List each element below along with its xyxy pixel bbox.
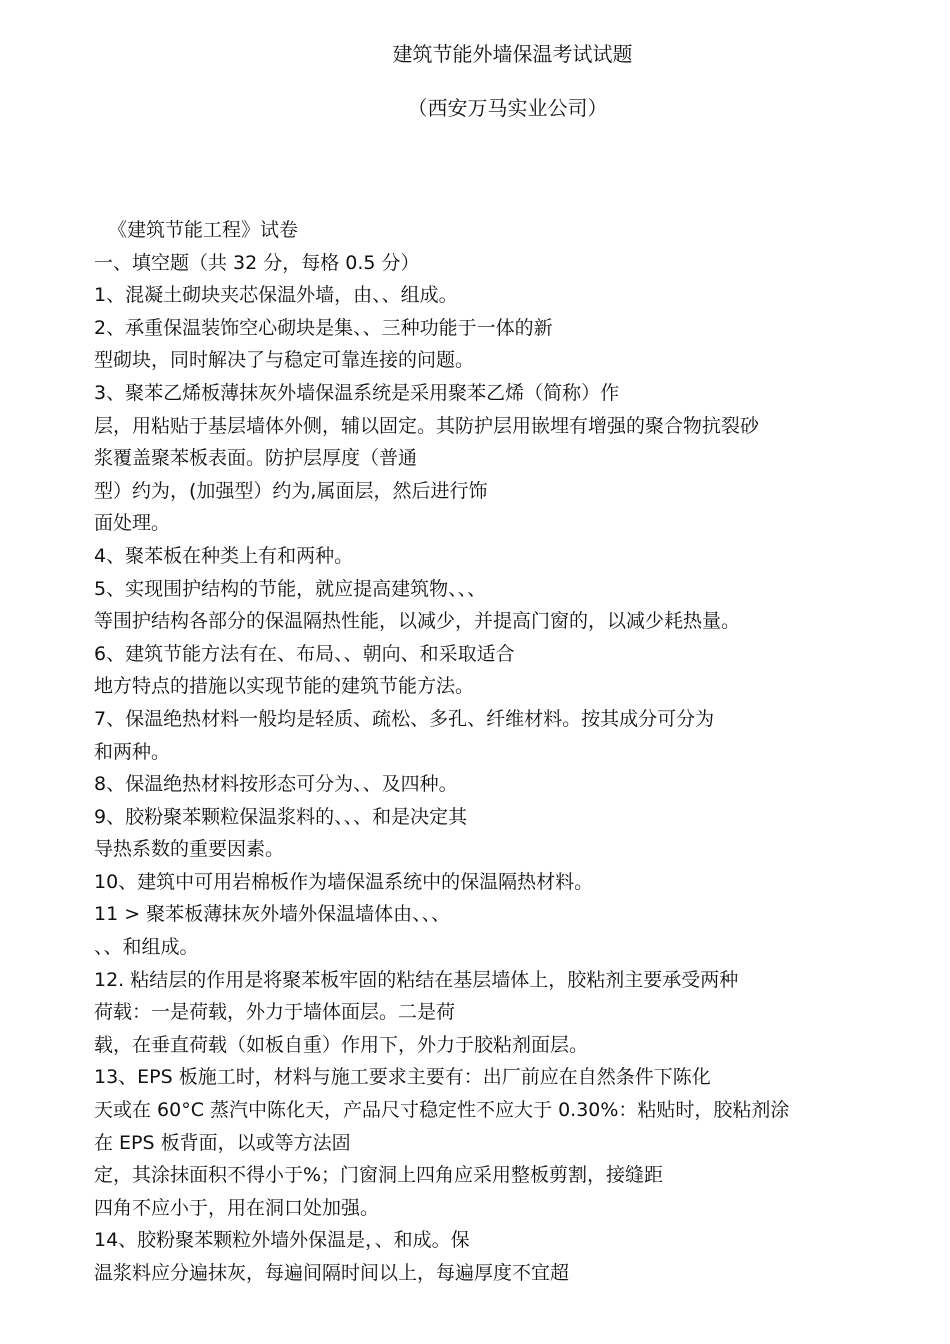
- text-line: 9、胶粉聚苯颗粒保温浆料的、、、和是决定其: [94, 805, 468, 828]
- text-line: 、、和组成。: [94, 936, 199, 959]
- text-line: 5、实现围护结构的节能，就应提高建筑物、、、: [94, 577, 487, 600]
- document-subtitle: （西安万马实业公司）: [407, 96, 608, 120]
- text-line: 等围护结构各部分的保温隔热性能，以减少，并提高门窗的，以减少耗热量。: [94, 610, 741, 633]
- text-line: 四角不应小于，用在洞口处加强。: [94, 1196, 380, 1219]
- text-line: 8、保温绝热材料按形态可分为、、及四种。: [94, 773, 458, 796]
- text-line: 3、聚苯乙烯板薄抹灰外墙保温系统是采用聚苯乙烯（简称）作: [94, 381, 620, 404]
- text-line: 6、建筑节能方法有在、布局、、朝向、和采取适合: [94, 642, 515, 665]
- text-line: 地方特点的措施以实现节能的建筑节能方法。: [94, 675, 475, 698]
- text-line: 4、聚苯板在种类上有和两种。: [94, 544, 354, 567]
- document-body: [94, 214, 894, 1290]
- text-line: 荷载：一是荷载，外力于墙体面层。二是荷: [94, 1001, 456, 1024]
- text-line: 载，在垂直荷载（如板自重）作用下，外力于胶粘剂面层。: [94, 1033, 589, 1056]
- section-heading: 一、填空题（共 32 分，每格 0.5 分）: [94, 251, 420, 274]
- text-line: 11 > 聚苯板薄抹灰外墙外保温墙体由、、、: [94, 903, 451, 926]
- text-line: 12. 粘结层的作用是将聚苯板牢固的粘结在基层墙体上，胶粘剂主要承受两种: [94, 968, 739, 991]
- text-line: 导热系数的重要因素。: [94, 838, 285, 861]
- text-line: 型）约为，(加强型）约为,属面层，然后进行饰: [94, 479, 488, 502]
- text-line: 天或在 60°C 蒸汽中陈化天，产品尺寸稳定性不应大于 0.30%：粘贴时，胶粘剂涂: [94, 1099, 790, 1122]
- text-line: 和两种。: [94, 740, 171, 763]
- text-line: 定，其涂抹面积不得小于%；门窗洞上四角应采用整板剪割，接缝距: [94, 1164, 664, 1187]
- text-line: 型砌块，同时解决了与稳定可靠连接的问题。: [94, 349, 475, 372]
- text-line: 2、承重保温装饰空心砌块是集、、三种功能于一体的新: [94, 316, 553, 339]
- text-line: 1、混凝土砌块夹芯保温外墙，由、、组成。: [94, 284, 458, 307]
- document-title: 建筑节能外墙保温考试试题: [392, 42, 633, 66]
- text-line: 7、保温绝热材料一般均是轻质、疏松、多孔、纤维材料。按其成分可分为: [94, 707, 715, 730]
- text-line: 13、EPS 板施工时，材料与施工要求主要有：出厂前应在自然条件下陈化: [94, 1066, 711, 1089]
- text-line: 温浆料应分遍抹灰，每遍间隔时间以上，每遍厚度不宜超: [94, 1262, 570, 1284]
- exam-heading: 《建筑节能工程》试卷: [108, 219, 299, 241]
- text-line: 面处理。: [94, 512, 171, 535]
- text-line: 在 EPS 板背面，以或等方法固: [94, 1131, 351, 1154]
- text-line: 10、建筑中可用岩棉板作为墙保温系统中的保温隔热材料。: [94, 870, 594, 893]
- text-line: 14、胶粉聚苯颗粒外墙外保温是，、和成。保: [94, 1229, 470, 1252]
- text-line: 浆覆盖聚苯板表面。防护层厚度（普通: [94, 447, 418, 470]
- text-line: 层，用粘贴于基层墙体外侧，辅以固定。其防护层用嵌埋有增强的聚合物抗裂砂: [94, 414, 760, 437]
